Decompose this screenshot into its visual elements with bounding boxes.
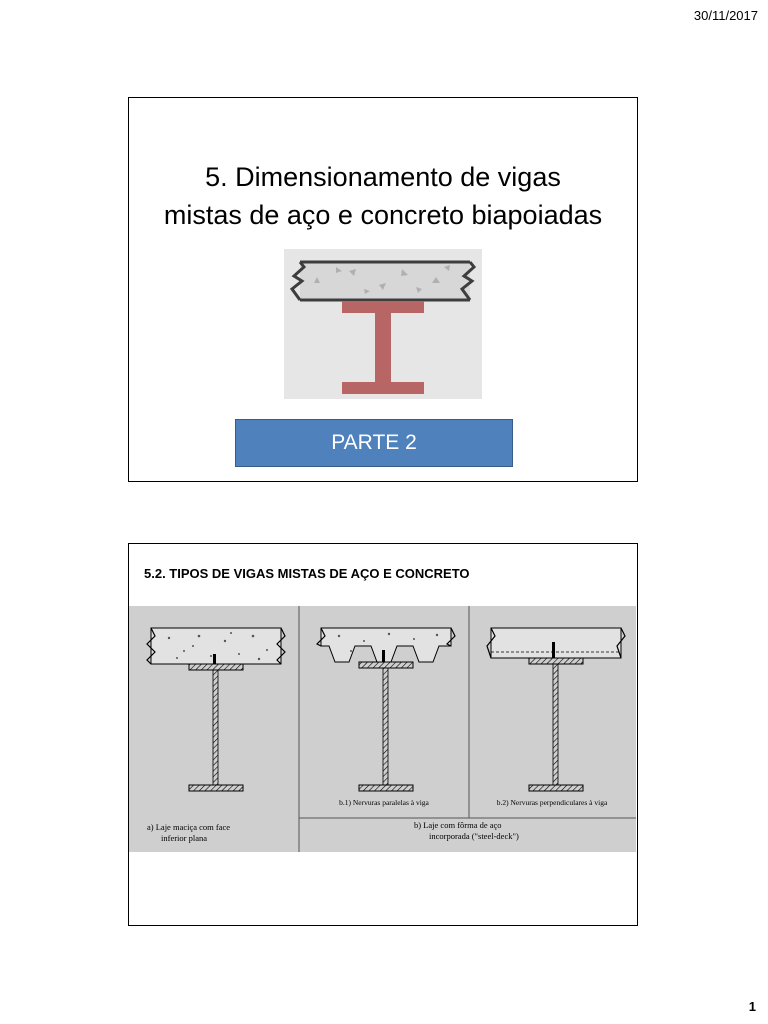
parte-2-banner: PARTE 2 <box>235 419 513 467</box>
caption-b1: b.1) Nervuras paralelas à viga <box>339 798 429 807</box>
slide-1-title <box>129 158 637 234</box>
slide-1 <box>128 97 638 482</box>
caption-b-line1: b) Laje com fôrma de aço <box>414 820 502 830</box>
page-number: 1 <box>748 999 756 1014</box>
composite-beam-illustration <box>284 249 482 399</box>
beam-types-figure <box>129 606 636 852</box>
caption-a-line2: inferior plana <box>161 833 208 843</box>
caption-b2: b.2) Nervuras perpendiculares à viga <box>496 798 608 807</box>
title-line-2: mistas de aço e concreto biapoiadas <box>163 200 603 230</box>
slide-2-heading: 5.2. TIPOS DE VIGAS MISTAS DE AÇO E CONCRETO <box>144 566 470 581</box>
caption-a-line1: a) Laje maciça com face <box>147 822 231 832</box>
caption-b-line2: incorporada ("steel-deck") <box>429 831 519 841</box>
header-date: 30/11/2017 <box>693 8 758 23</box>
title-line-1: 5. Dimensionamento de vigas <box>205 162 561 192</box>
slide-2 <box>128 543 638 926</box>
